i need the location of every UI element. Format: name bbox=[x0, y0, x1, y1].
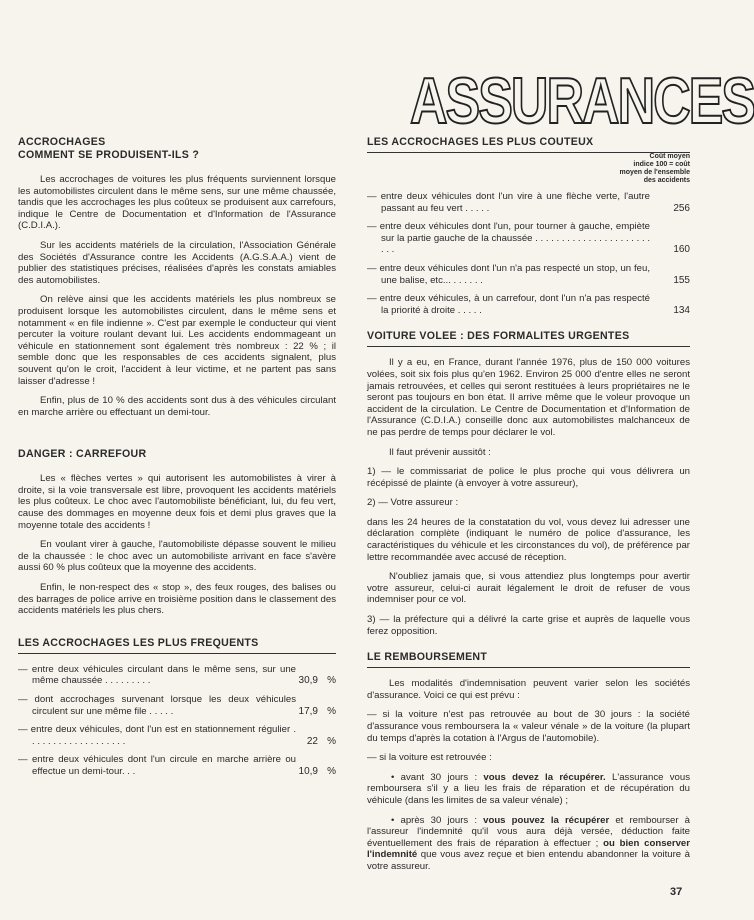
item-value: 10,9 % bbox=[298, 765, 336, 777]
paragraph: — si la voiture n'est pas retrouvée au bout de 30 jours : la société d'assurance vous remboursera la « valeur vénale » de la voiture (la plupart du temps d'après la cotation à l'Argus de l'automobile). bbox=[367, 709, 690, 744]
paragraph: Les accrochages de voitures les plus fréquents surviennent lorsque les automobilistes circulent dans le même sens, sur une même chaussée, tandis que les accrochages les plus coûteux se produisent aux carrefours, indique le Centre de Documentation et d'Information de l'Assurance (C.D.I.A.). bbox=[18, 174, 336, 232]
paragraph: Enfin, le non-respect des « stop », des feux rouges, des balises ou des barrages de police arrive en troisième position dans le classement des accidents matériels les plus chers. bbox=[18, 582, 336, 617]
paragraph: Les modalités d'indemnisation peuvent varier selon les sociétés d'assurance. Voici ce qui est prévu : bbox=[367, 678, 690, 701]
paragraph: 2) — Votre assureur : bbox=[367, 497, 459, 509]
paragraph: Les « flèches vertes » qui autorisent les automobilistes à virer à droite, si la voie transversale est libre, provoquent les accidents matériels les plus coûteux. Le choc avec l'automobiliste bénéficiant, lui, du feu vert, cause des dommages en moyenne deux fois et demi plus graves que la moyenne totale des accidents ! bbox=[18, 473, 336, 531]
section-title: LE REMBOURSEMENT bbox=[367, 651, 690, 668]
section-title: VOITURE VOLEE : DES FORMALITES URGENTES bbox=[367, 330, 690, 347]
section-danger-carrefour bbox=[18, 448, 336, 617]
item-value: 22 % bbox=[306, 735, 336, 747]
paragraph: On relève ainsi que les accidents matériels les plus nombreux se produisent lorsque les automobilistes circulent, dans le même sens et notamment « en file indienne ». C'est par exemple le conducteur qui vient percuter la voiture roulant devant lui. Les accidents endommageant un véhicule en stationnement sont également très nombreux : 22 % ; il semble donc que les responsables de ces accidents signalent, plus souvent qu'on le croit, l'accident à leur victime, et ne partent pas sans laisser d'adresse ! bbox=[18, 294, 336, 387]
section-title: DANGER : CARREFOUR bbox=[18, 448, 147, 461]
item-text: — entre deux véhicules circulant dans le même sens, sur une même chaussée . . . . . . . . . bbox=[18, 663, 296, 687]
section-remboursement bbox=[367, 651, 690, 872]
item-value: 17,9 % bbox=[298, 705, 336, 717]
list-item bbox=[18, 694, 336, 717]
item-value: 134 bbox=[673, 304, 690, 316]
section-title bbox=[18, 136, 336, 162]
list-item bbox=[18, 724, 336, 747]
bullet-paragraph: • après 30 jours : vous pouvez la récupérer et rembourser à l'assureur l'indemnité qu'il vous aura déjà versée, déduction faite éventuellement des frais de réparation à effectuer ; ou bien conserver l'indemnité que vous avez reçue et bien entendu abandonner la voiture à votre assureur. bbox=[367, 814, 691, 872]
list-item bbox=[18, 754, 336, 777]
left-column bbox=[18, 136, 336, 792]
paragraph: dans les 24 heures de la constatation du vol, vous devez lui adresser une déclaration complète (indiquant le numéro de police d'assurance, les caractéristiques du véhicule et les circonstances du vol), de préférence par lettre recommandée avec accusé de réception. bbox=[367, 516, 690, 563]
right-column bbox=[367, 136, 690, 887]
item-value: 256 bbox=[673, 202, 690, 214]
item-text: — entre deux véhicules dont l'un n'a pas respecté un stop, un feu, une balise, etc... . . . . . . bbox=[367, 262, 650, 286]
title-line-2: COMMENT SE PRODUISENT-ILS ? bbox=[18, 149, 200, 161]
item-value: 30,9 % bbox=[298, 675, 336, 687]
paragraph: 3) — la préfecture qui a délivré la carte grise et auprès de laquelle vous ferez opposition. bbox=[367, 614, 690, 637]
paragraph: N'oubliez jamais que, si vous attendiez plus longtemps pour avertir votre assureur, celui-ci aurait légalement le droit de refuser de vous indemniser pour ce vol. bbox=[367, 571, 690, 606]
item-text: — entre deux véhicules, dont l'un est en stationnement régulier . . . . . . . . . . . . . . . . . . . bbox=[18, 724, 296, 747]
list-item bbox=[367, 191, 690, 214]
section-couteux bbox=[367, 136, 690, 316]
list-item bbox=[18, 664, 336, 687]
item-text: — entre deux véhicules, à un carrefour, dont l'un n'a pas respecté la priorité à droite . . . . . bbox=[367, 293, 650, 316]
item-text: — dont accrochages survenant lorsque les deux véhicules circulent sur une même file . . . . . bbox=[18, 694, 296, 717]
section-voiture-volee bbox=[367, 330, 690, 637]
paragraph: — si la voiture est retrouvée : bbox=[367, 752, 492, 764]
paragraph: Il faut prévenir aussitôt : bbox=[389, 446, 491, 458]
cost-index-note: Coût moyen indice 100 = coût moyen de l'ensemble des accidents bbox=[619, 153, 690, 184]
paragraph: Il y a eu, en France, durant l'année 1976, plus de 150 000 voitures volées, soit six fois plus qu'en 1962. Environ 25 000 d'entre elles ne seront jamais retrouvées, et celles qui seront restituées à leurs propriétaires ne le seront pas toujours en bon état. Il arrive même que le voleur provoque un accident de la circulation. Le Centre de Documentation et d'Information de l'Assurance (C.D.I.A.) conseille donc aux automobilistes malchanceux de ne pas perdre de temps pour déclarer le vol. bbox=[367, 357, 690, 438]
item-value: 160 bbox=[673, 244, 690, 256]
item-text: — entre deux véhicules dont l'un circule en marche arrière ou effectue un demi-tour. . . bbox=[18, 754, 296, 777]
section-accrochages bbox=[18, 136, 336, 418]
list-item bbox=[367, 263, 690, 286]
paragraph: En voulant virer à gauche, l'automobiliste dépasse souvent le milieu de la chaussée : le choc avec un automobiliste arrivant en face s'avère aussi 60 % plus coûteux que la moyenne des accidents. bbox=[18, 539, 336, 574]
item-value: 155 bbox=[673, 274, 690, 286]
title-line-1: ACCROCHAGES bbox=[18, 136, 106, 148]
item-text: — entre deux véhicules dont l'un vire à une flèche verte, l'autre passant au feu vert . . . . . bbox=[367, 191, 650, 214]
section-banner: ASSURANCES bbox=[410, 65, 754, 138]
list-item bbox=[367, 221, 690, 256]
bullet-paragraph: • avant 30 jours : vous devez la récupérer. L'assurance vous remboursera s'il y a lieu les frais de réparation et de récupération du véhicule (dans les limites de sa valeur vénale) ; bbox=[367, 771, 691, 806]
section-frequent bbox=[18, 637, 336, 778]
paragraph: 1) — le commissariat de police le plus proche qui vous délivrera un récépissé de plainte (à envoyer à votre assureur), bbox=[367, 466, 690, 489]
item-text: — entre deux véhicules dont l'un, pour tourner à gauche, empiète sur la partie gauche de la chaussée . . . . . . . . . . . . . . . . . . . . . . . . . bbox=[367, 221, 650, 256]
section-title: LES ACCROCHAGES LES PLUS COUTEUX bbox=[367, 136, 690, 153]
paragraph: Sur les accidents matériels de la circulation, l'Association Générale des Sociétés d'Assurance contre les Accidents (A.G.S.A.A.) vient de publier des statistiques précises, réalisées d'après les constats amiables des automobilistes. bbox=[18, 239, 336, 286]
paragraph: Enfin, plus de 10 % des accidents sont dus à des véhicules circulant en marche arrière ou effectuant un demi-tour. bbox=[18, 395, 336, 418]
section-title: LES ACCROCHAGES LES PLUS FREQUENTS bbox=[18, 637, 336, 654]
page-number: 37 bbox=[670, 886, 683, 898]
list-item bbox=[367, 293, 690, 316]
